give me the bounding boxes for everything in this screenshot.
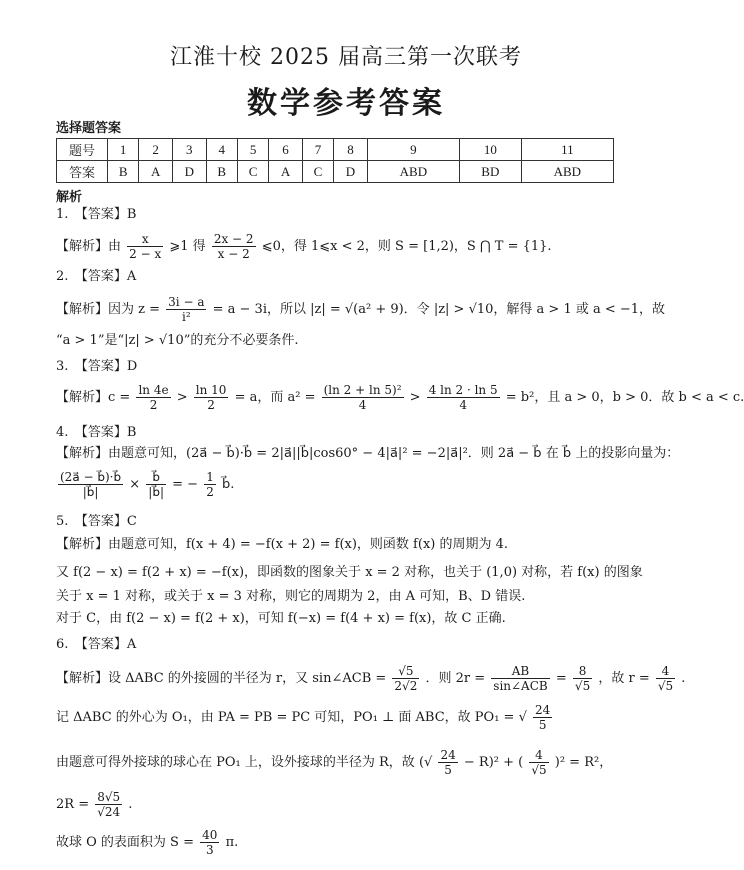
fraction: $\frac{8}{√5}$ (574, 664, 591, 693)
answer-key-title: 数学参考答案 (247, 86, 445, 121)
q5-solution: 【解析】由题意可知，f(x + 4) = −f(x + 2) = f(x)，则函数 f(x) 的周期为 4. (56, 537, 509, 552)
row-header: 答案 (57, 161, 108, 183)
q6-solution-l5: 故球 O 的表面积为 S = $\frac{40}{3}$ π. (56, 828, 239, 857)
table-cell: 4 (206, 139, 237, 161)
fraction: $\frac{4 \ln 2 \cdot \ln 5}{4}$ (428, 383, 498, 412)
fraction: $\frac{4}{√5}$ (531, 748, 547, 777)
answer-table (56, 138, 614, 183)
fraction: $\frac{2x - 2}{x - 2}$ (213, 232, 254, 261)
q2-heading: 2. 【答案】A (56, 269, 137, 284)
table-cell: 6 (269, 139, 303, 161)
analysis-label: 解析 (56, 190, 83, 205)
table-cell: D (172, 161, 206, 183)
fraction: $\frac{40}{3}$ (202, 828, 218, 857)
fraction: $\frac{1}{2}$ (206, 470, 214, 499)
table-cell: A (269, 161, 303, 183)
choice-section-label: 选择题答案 (56, 121, 122, 136)
fraction: $\frac{24}{5}$ (535, 703, 551, 732)
table-cell: ABD (521, 161, 613, 183)
q4-heading: 4. 【答案】B (56, 425, 137, 440)
exam-title: 江淮十校 2025 届高三第一次联考 (170, 45, 522, 70)
fraction: $\frac{8√5}{√24}$ (97, 790, 121, 819)
q6-solution: 【解析】设 ΔABC 的外接圆的半径为 r，又 sin∠ACB = $\frac{√5}{2√2}$ ．则 2r = $\frac{AB}{\text{sin∠ACB}}$ = $\frac{8}{√5}$ ，故 r = $\frac{4}{√5}$ . (56, 664, 686, 693)
table-cell: 8 (334, 139, 368, 161)
fraction: $\frac{(2a⃗ - b⃗)\cdot b⃗}{|b⃗|}$ (60, 470, 122, 499)
q1-solution: 【解析】由 $\frac{x}{2 - x}$ ⩾1 得 $\frac{2x - 2}{x - 2}$ ⩽0，得 1⩽x < 2，则 S = [1,2)，S ⋂ T = {1}. (56, 232, 552, 261)
table-cell: 7 (302, 139, 333, 161)
row-header: 题号 (57, 139, 108, 161)
q6-solution-l2: 记 ΔABC 的外心为 O₁，由 PA = PB = PC 可知，PO₁ ⊥ 面 ABC，故 PO₁ = √ $\frac{24}{5}$ (56, 703, 551, 732)
q5-solution-l3: 关于 x = 1 对称，或关于 x = 3 对称，则它的周期为 2，由 A 可知，B、D 错误. (56, 589, 526, 604)
q4-solution: 【解析】由题意可知，(2a⃗ − b⃗)·b⃗ = 2|a⃗||b⃗|cos60° − 4|a⃗|² = −2|a⃗|²．则 2a⃗ − b⃗ 在 b⃗ 上的投影向量为： (56, 446, 680, 461)
fraction: $\frac{√5}{2√2}$ (394, 664, 418, 693)
q5-solution-l2: 又 f(2 − x) = f(2 + x) = −f(x)，即函数的图象关于 x = 2 对称，也关于 (1,0) 对称，若 f(x) 的图象 (56, 565, 643, 580)
q3-solution: 【解析】c = $\frac{\ln 4e}{2}$ > $\frac{\ln 10}{2}$ = a，而 a² = $\frac{\text{(ln 2 + ln 5)²}}{4}$ > $\frac{4 \ln 2 \cdot \ln 5}{4}$ = b²，且 a > 0，b > 0．故 b < a < c. (56, 383, 744, 412)
q2-solution: 【解析】因为 z = $\frac{3i - a}{\text{i²}}$ = a − 3i，所以 |z| = √(a² + 9)．令 |z| > √10，解得 a > 1 或 a < −1，故 (56, 295, 666, 324)
fraction: $\frac{\ln 10}{2}$ (195, 383, 227, 412)
table-cell: 10 (459, 139, 521, 161)
fraction: $\frac{x}{2 - x}$ (129, 232, 162, 261)
table-cell: 5 (237, 139, 268, 161)
table-row-numbers (57, 139, 614, 161)
table-cell: D (334, 161, 368, 183)
table-cell: B (206, 161, 237, 183)
fraction: $\frac{AB}{\text{sin∠ACB}}$ (493, 664, 548, 693)
q3-heading: 3. 【答案】D (56, 359, 138, 374)
q4-solution-cont: $\frac{(2a⃗ - b⃗)\cdot b⃗}{|b⃗|}$ × $\frac{b⃗}{|b⃗|}$ = − $\frac{1}{2}$ b⃗. (60, 470, 235, 499)
table-cell: B (108, 161, 139, 183)
table-cell: 2 (139, 139, 173, 161)
table-cell: A (139, 161, 173, 183)
table-cell: ABD (367, 161, 459, 183)
table-cell: C (302, 161, 333, 183)
table-cell: 9 (367, 139, 459, 161)
q6-solution-l3: 由题意可得外接球的球心在 PO₁ 上，设外接球的半径为 R，故 (√ $\frac{24}{5}$ − R)² + ( $\frac{4}{√5}$ )² = R²， (56, 748, 613, 777)
q6-solution-l4: 2R = $\frac{8√5}{√24}$ . (56, 790, 133, 819)
table-cell: 1 (108, 139, 139, 161)
fraction: $\frac{3i - a}{\text{i²}}$ (168, 295, 205, 324)
q6-heading: 6. 【答案】A (56, 637, 137, 652)
table-cell: C (237, 161, 268, 183)
fraction: $\frac{24}{5}$ (440, 748, 456, 777)
fraction: $\frac{b⃗}{|b⃗|}$ (148, 470, 164, 499)
table-cell: BD (459, 161, 521, 183)
q2-solution-cont: “a > 1”是“|z| > √10”的充分不必要条件. (56, 333, 299, 348)
table-cell: 3 (172, 139, 206, 161)
q5-solution-l4: 对于 C，由 f(2 − x) = f(2 + x)，可知 f(−x) = f(4 + x) = f(x)，故 C 正确. (56, 611, 506, 626)
fraction: $\frac{\ln 4e}{2}$ (138, 383, 169, 412)
table-cell: 11 (521, 139, 613, 161)
q1-heading: 1. 【答案】B (56, 207, 137, 222)
fraction: $\frac{\text{(ln 2 + ln 5)²}}{4}$ (323, 383, 402, 412)
fraction: $\frac{4}{√5}$ (657, 664, 674, 693)
table-row-answers (57, 161, 614, 183)
q5-heading: 5. 【答案】C (56, 514, 137, 529)
